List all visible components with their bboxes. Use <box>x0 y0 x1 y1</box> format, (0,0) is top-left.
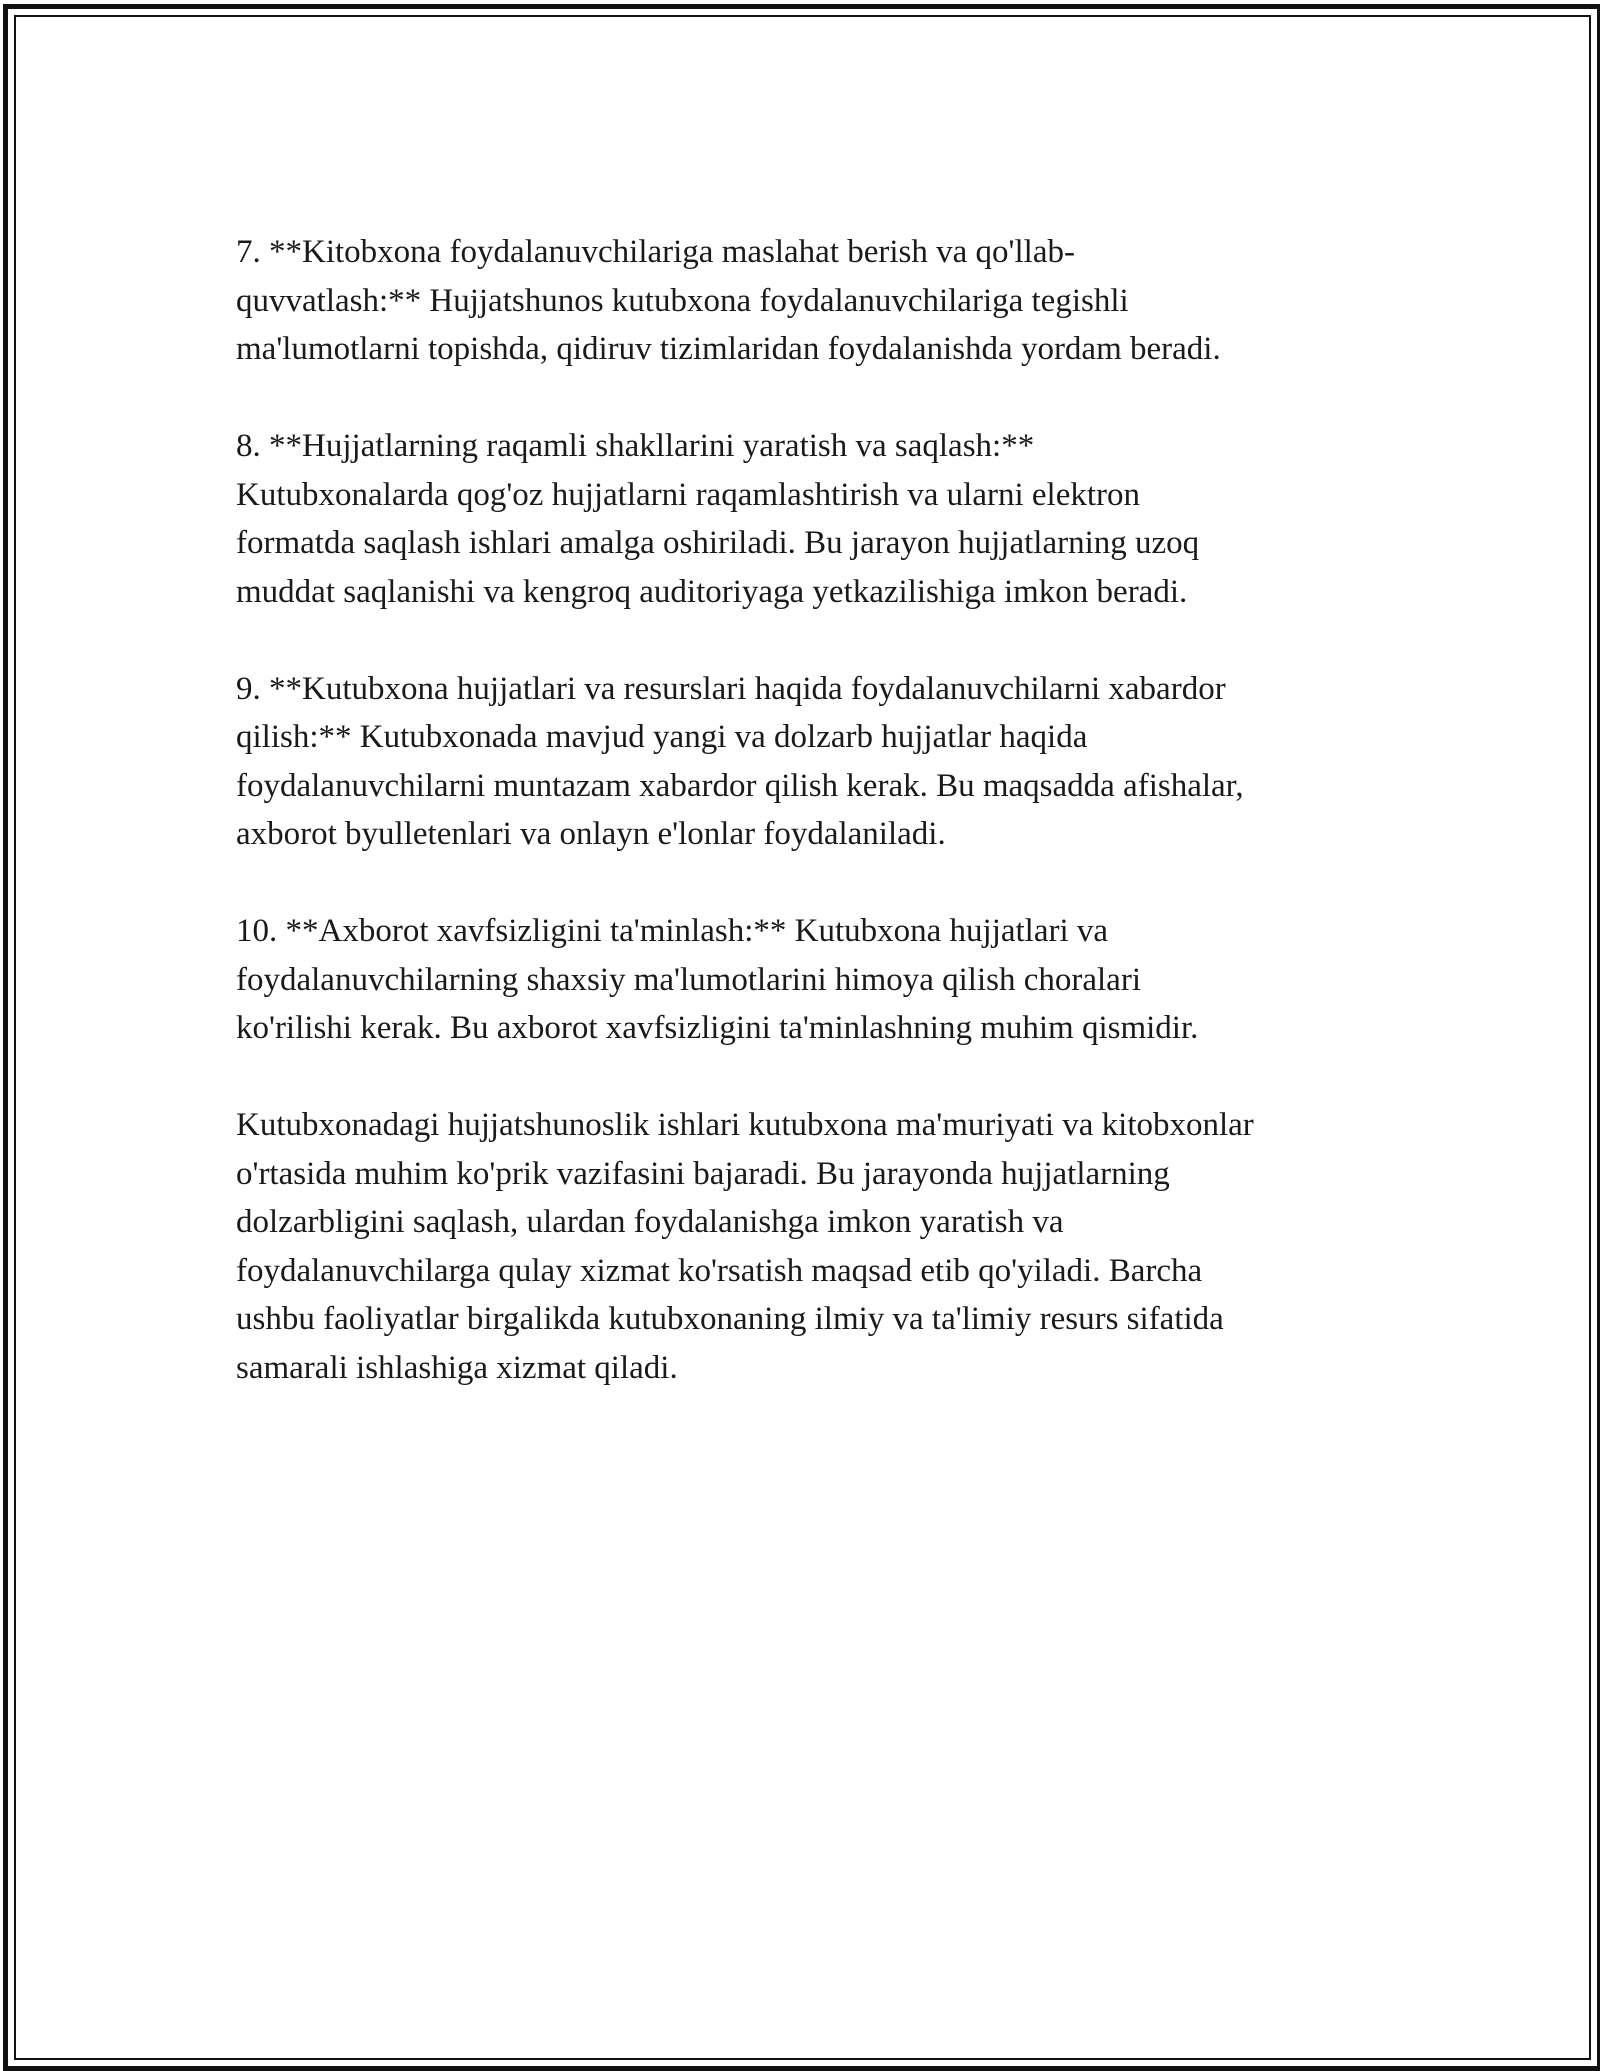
text-line: 7. **Kitobxona foydalanuvchilariga maslahat berish va qo'llab- <box>236 234 1075 270</box>
paragraph-item-10 <box>236 907 1396 1053</box>
text-line: dolzarbligini saqlash, ulardan foydalanishga imkon yaratish va <box>236 1204 1064 1240</box>
text-line: samarali ishlashiga xizmat qiladi. <box>236 1349 678 1386</box>
paragraph-item-9 <box>236 665 1396 859</box>
text-line: foydalanuvchilarga qulay xizmat ko'rsatish maqsad etib qo'yiladi. Barcha <box>236 1252 1203 1289</box>
text-line: muddat saqlanishi va kengroq auditoriyaga yetkazilishiga imkon beradi. <box>236 573 1188 610</box>
paragraph-item-7 <box>236 228 1396 374</box>
text-line: axborot byulletenlari va onlayn e'lonlar foydalaniladi. <box>236 816 946 852</box>
text-line: Kutubxonadagi hujjatshunoslik ishlari kutubxona ma'muriyati va kitobxonlar <box>236 1107 1254 1143</box>
text-line: 8. **Hujjatlarning raqamli shakllarini yaratish va saqlash:** <box>236 428 1035 464</box>
text-line: o'rtasida muhim ko'prik vazifasini bajaradi. Bu jarayonda hujjatlarning <box>236 1155 1170 1192</box>
text-line: foydalanuvchilarning shaxsiy ma'lumotlarini himoya qilish choralari <box>236 961 1141 998</box>
text-line: 10. **Axborot xavfsizligini ta'minlash:** Kutubxona hujjatlari va <box>236 913 1109 949</box>
text-line: ko'rilishi kerak. Bu axborot xavfsizligini ta'minlashning muhim qismidir. <box>236 1010 1199 1046</box>
text-line: foydalanuvchilarni muntazam xabardor qilish kerak. Bu maqsadda afishalar, <box>236 767 1244 804</box>
text-line: qilish:** Kutubxonada mavjud yangi va dolzarb hujjatlar haqida <box>236 719 1088 755</box>
text-line: Kutubxonalarda qog'oz hujjatlarni raqamlashtirish va ularni elektron <box>236 476 1141 513</box>
text-line: ushbu faoliyatlar birgalikda kutubxonaning ilmiy va ta'limiy resurs sifatida <box>236 1301 1224 1337</box>
text-line: ma'lumotlarni topishda, qidiruv tizimlaridan foydalanishda yordam beradi. <box>236 331 1221 367</box>
text-line: quvvatlash:** Hujjatshunos kutubxona foydalanuvchilariga tegishli <box>236 282 1129 319</box>
text-line: formatda saqlash ishlari amalga oshiriladi. Bu jarayon hujjatlarning uzoq <box>236 525 1200 561</box>
paragraph-conclusion <box>236 1101 1396 1392</box>
text-line: 9. **Kutubxona hujjatlari va resurslari haqida foydalanuvchilarni xabardor <box>236 670 1226 707</box>
document-body <box>236 228 1396 1441</box>
paragraph-item-8 <box>236 422 1396 616</box>
